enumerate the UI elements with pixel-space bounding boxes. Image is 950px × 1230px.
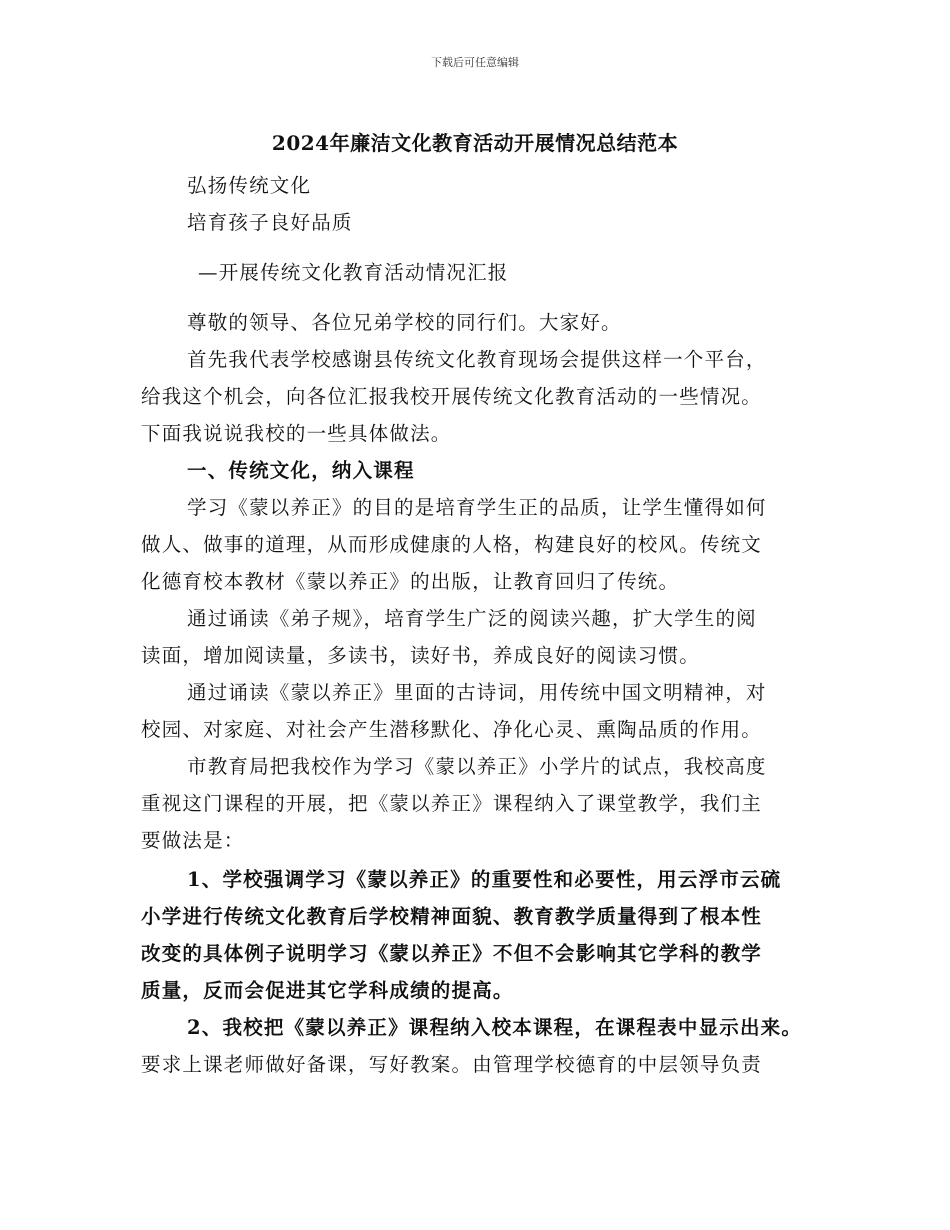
paragraph-line: 首先我代表学校感谢县传统文化教育现场会提供这样一个平台， [187,348,767,371]
paragraph-line: 通过诵读《蒙以养正》里面的古诗词，用传统中国文明精神，对 [187,681,767,704]
greeting-paragraph: 尊敬的领导、各位兄弟学校的同行们。大家好。 [187,311,622,334]
paragraph-line: 要求上课老师做好备课，写好教案。由管理学校德育的中层领导负责 [141,1053,763,1076]
bold-item-line: 小学进行传统文化教育后学校精神面貌、教育教学质量得到了根本性 [141,905,763,928]
document-title: 2024年廉洁文化教育活动开展情况总结范本 [271,131,679,155]
paragraph-line: 做人、做事的道理，从而形成健康的人格，构建良好的校风。传统文 [141,533,763,556]
subtitle-line-3: —开展传统文化教育活动情况汇报 [198,261,509,284]
subtitle-line-1: 弘扬传统文化 [187,174,312,197]
section-heading: 一、传统文化，纳入课程 [187,459,415,482]
subtitle-line-2: 培育孩子良好品质 [187,211,353,234]
bold-item-line: 2、我校把《蒙以养正》课程纳入校本课程，在课程表中显示出来。 [187,1016,803,1039]
paragraph-line: 下面我说说我校的一些具体做法。 [141,422,452,445]
paragraph-line: 市教育局把我校作为学习《蒙以养正》小学片的试点，我校高度 [187,755,767,778]
bold-item-line: 质量，反而会促进其它学科成绩的提高。 [141,979,514,1002]
paragraph-line: 通过诵读《弟子规》，培育学生广泛的阅读兴趣，扩大学生的阅 [187,607,757,630]
paragraph-line: 校园、对家庭、对社会产生潜移默化、净化心灵、熏陶品质的作用。 [141,718,763,741]
paragraph-line: 读面，增加阅读量，多读书，读好书，养成良好的阅读习惯。 [141,644,700,667]
paragraph-line: 化德育校本教材《蒙以养正》的出版，让教育回归了传统。 [141,570,680,593]
paragraph-line: 学习《蒙以养正》的目的是培育学生正的品质，让学生懂得如何 [187,496,767,519]
paragraph-line: 给我这个机会，向各位汇报我校开展传统文化教育活动的一些情况。 [141,385,763,408]
paragraph-line: 要做法是： [141,829,245,852]
bold-item-line: 改变的具体例子说明学习《蒙以养正》不但不会影响其它学科的教学 [141,942,763,965]
paragraph-line: 重视这门课程的开展，把《蒙以养正》课程纳入了课堂教学，我们主 [141,792,763,815]
page-header: 下载后可任意编辑 [431,56,519,69]
bold-item-line: 1、学校强调学习《蒙以养正》的重要性和必要性，用云浮市云硫 [187,868,782,891]
